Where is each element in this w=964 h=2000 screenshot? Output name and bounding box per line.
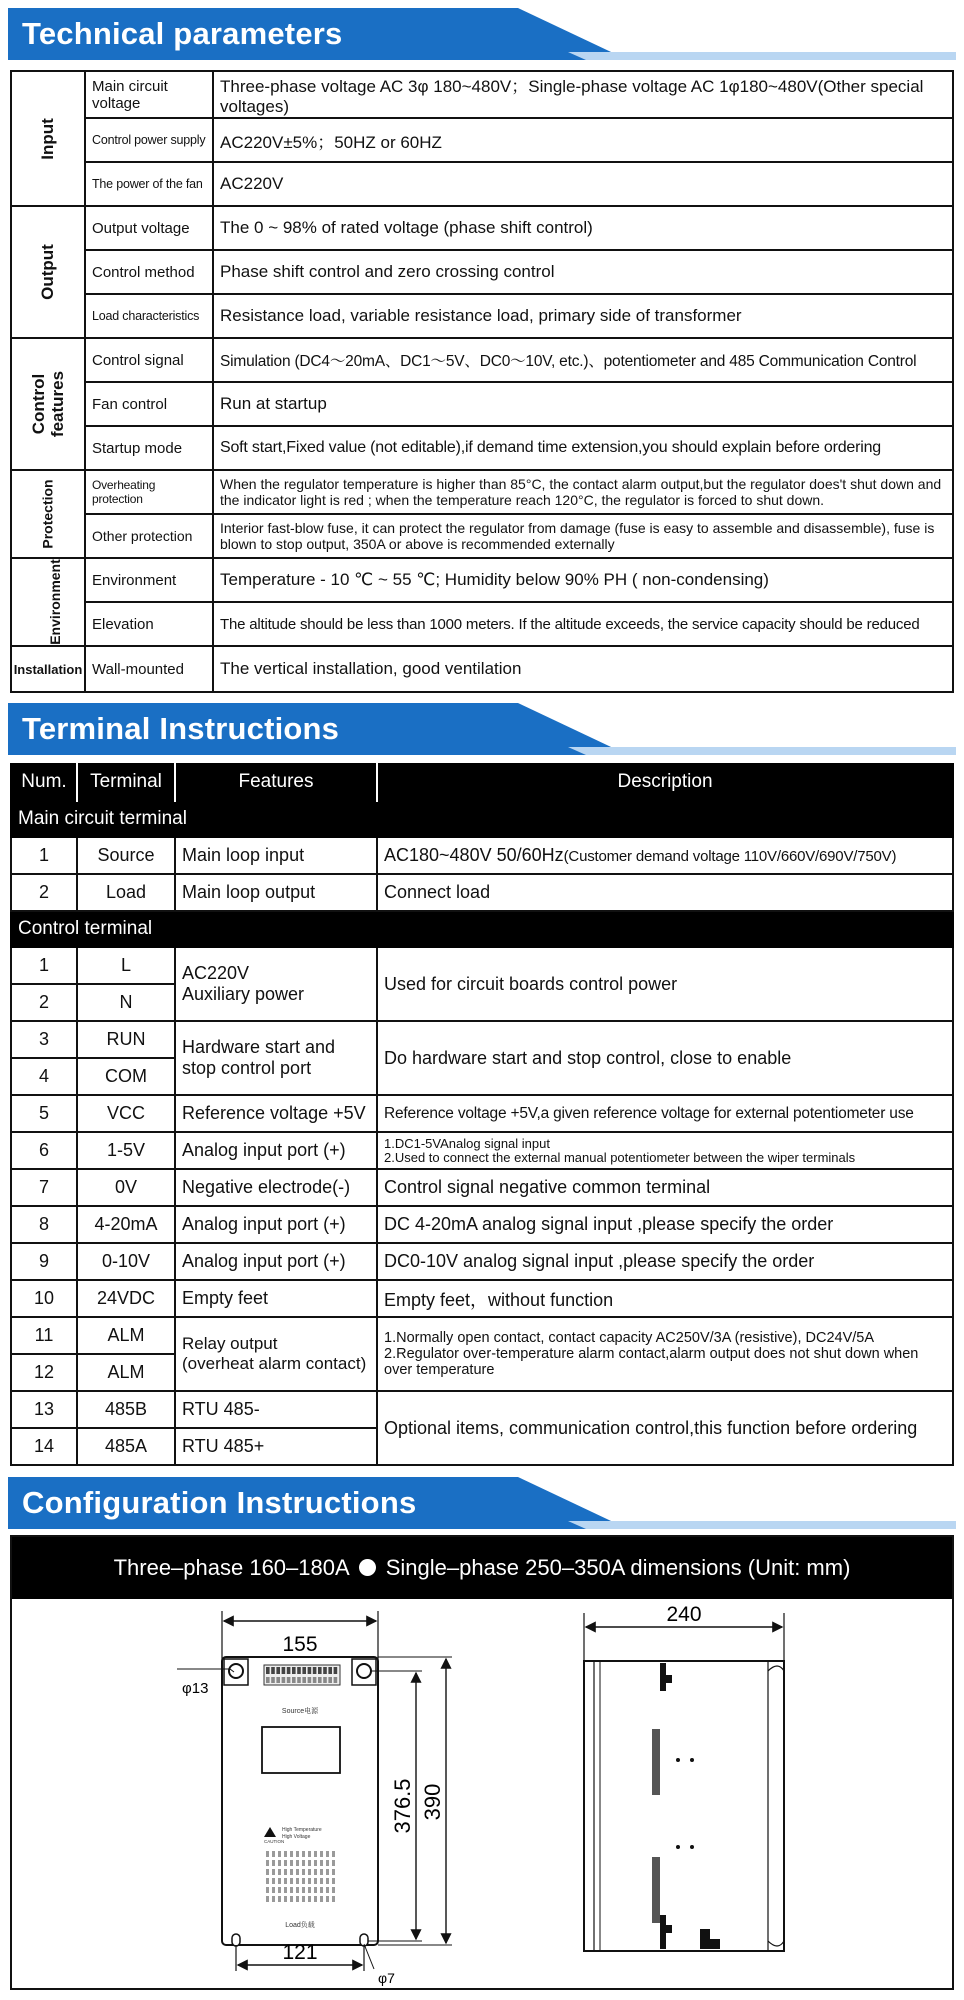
table-row <box>11 1317 953 1354</box>
cell-description: AC180~480V 50/60Hz(Customer demand voltage 110V/660V/690V/750V) <box>377 837 953 874</box>
terminal-screw <box>282 1667 286 1674</box>
cell-terminal: 24VDC <box>77 1280 175 1317</box>
cell-description: 1.DC1-5VAnalog signal input 2.Used to connect the external manual potentiometer between the wiper terminals <box>377 1132 953 1169</box>
vent-slot <box>290 1896 293 1902</box>
terminal-slot <box>282 1677 286 1683</box>
param-name: Elevation <box>85 602 213 646</box>
vent-slot <box>278 1869 281 1875</box>
table-row <box>11 1391 953 1428</box>
terminal-screw <box>266 1667 270 1674</box>
table-header-row <box>11 763 953 801</box>
cell-num: 9 <box>11 1243 77 1280</box>
vent-slot <box>302 1896 305 1902</box>
param-name: Other protection <box>85 514 213 558</box>
group-label-protection: Protection <box>11 470 85 558</box>
bullet-dot-icon <box>359 1559 376 1576</box>
vent-slot <box>296 1869 299 1875</box>
vent-slot <box>272 1887 275 1893</box>
cell-num: 2 <box>11 984 77 1021</box>
vent-slot <box>290 1887 293 1893</box>
vent-slot <box>290 1851 293 1857</box>
vent-slot <box>308 1878 311 1884</box>
cell-num: 2 <box>11 874 77 911</box>
section-title: Terminal Instructions <box>22 711 340 746</box>
vent-slot <box>284 1896 287 1902</box>
terminal-slot <box>266 1677 270 1683</box>
cell-feature: Analog input port (+) <box>175 1243 377 1280</box>
param-name: Output voltage <box>85 206 213 250</box>
section-header-terminal <box>8 703 956 755</box>
param-value: The altitude should be less than 1000 meters. If the altitude exceeds, the service capacity should be reduced <box>213 602 953 646</box>
dimension-height-outer: 390 <box>420 1783 445 1821</box>
caution-label: CAUTION <box>264 1839 285 1844</box>
param-value: The vertical installation, good ventilation <box>213 646 953 692</box>
vent-slot <box>314 1860 317 1866</box>
vent-slot <box>296 1851 299 1857</box>
group-label-output: Output <box>11 206 85 338</box>
cell-feature: RTU 485- <box>175 1391 377 1428</box>
vent-slot <box>302 1878 305 1884</box>
terminal-slot <box>323 1677 327 1683</box>
cell-description: DC 4-20mA analog signal input ,please specify the order <box>377 1206 953 1243</box>
cell-num: 8 <box>11 1206 77 1243</box>
vent-slot <box>296 1878 299 1884</box>
vent-slot <box>266 1887 269 1893</box>
dimension-drawing <box>12 1599 952 1989</box>
cell-feature: Empty feet <box>175 1280 377 1317</box>
terminal-screw <box>308 1667 312 1674</box>
vent-slot <box>332 1896 335 1902</box>
cell-num: 5 <box>11 1095 77 1132</box>
vent-slot <box>266 1860 269 1866</box>
cell-num: 10 <box>11 1280 77 1317</box>
cell-num: 13 <box>11 1391 77 1428</box>
param-value: Simulation (DC4～20mA、DC1～5V、DC0～10V, etc.)、potentiometer and 485 Communication Control <box>213 338 953 382</box>
param-value: Three-phase voltage AC 3φ 180~480V；Single-phase voltage AC 1φ180~480V(Other special voltages) <box>213 71 953 118</box>
vent-slot <box>278 1878 281 1884</box>
cell-num: 3 <box>11 1021 77 1058</box>
dimension-width-top: 155 <box>282 1633 318 1656</box>
table-row <box>11 874 953 911</box>
cell-terminal: COM <box>77 1058 175 1095</box>
cell-terminal: 0V <box>77 1169 175 1206</box>
param-value: Temperature - 10 ℃ ~ 55 ℃; Humidity below 90% PH ( non-condensing) <box>213 558 953 602</box>
cell-terminal: 485A <box>77 1428 175 1465</box>
table-row <box>11 1132 953 1169</box>
vent-slot <box>314 1878 317 1884</box>
param-name: Control power supply <box>85 118 213 162</box>
cell-description: Used for circuit boards control power <box>377 947 953 1021</box>
vent-slot <box>308 1860 311 1866</box>
param-value: The 0 ~ 98% of rated voltage (phase shift control) <box>213 206 953 250</box>
table-row <box>11 947 953 984</box>
terminal-slot <box>297 1677 301 1683</box>
vent-slot <box>308 1887 311 1893</box>
vent-slot <box>326 1860 329 1866</box>
group-label-environment: Environment <box>11 558 85 646</box>
vent-slot <box>290 1860 293 1866</box>
param-name: Control signal <box>85 338 213 382</box>
vent-slot <box>296 1887 299 1893</box>
table-row <box>11 558 953 602</box>
hazard-label-2: High Voltage <box>282 1834 311 1840</box>
terminal-screw <box>302 1667 306 1674</box>
vent-slot <box>302 1869 305 1875</box>
terminal-screw <box>313 1667 317 1674</box>
table-row <box>11 1206 953 1243</box>
cell-num: 4 <box>11 1058 77 1095</box>
terminal-slot <box>302 1677 306 1683</box>
vent-slot <box>314 1896 317 1902</box>
cell-description: Optional items, communication control,this function before ordering <box>377 1391 953 1465</box>
terminal-screw <box>323 1667 327 1674</box>
vent-slot <box>296 1896 299 1902</box>
vent-slot <box>272 1869 275 1875</box>
cell-description: 1.Normally open contact, contact capacity AC250V/3A (resistive), DC24V/5A 2.Regulator over-temperature alarm contact,alarm output does not shut down when over temperature <box>377 1317 953 1391</box>
vent-slot <box>326 1851 329 1857</box>
vent-slot <box>290 1869 293 1875</box>
param-name: The power of the fan <box>85 162 213 206</box>
cell-feature: Hardware start and stop control port <box>175 1021 377 1095</box>
table-row <box>11 1021 953 1058</box>
terminal-slot <box>313 1677 317 1683</box>
terminal-screw <box>297 1667 301 1674</box>
technical-parameters-table <box>10 70 954 693</box>
terminal-slot <box>276 1677 280 1683</box>
cell-feature: AC220V Auxiliary power <box>175 947 377 1021</box>
vent-slot <box>302 1851 305 1857</box>
dimension-hole-bottom: φ7 <box>378 1970 395 1986</box>
cell-num: 11 <box>11 1317 77 1354</box>
param-value: Run at startup <box>213 382 953 426</box>
band-control: Control terminal <box>11 911 953 947</box>
param-name: Wall-mounted <box>85 646 213 692</box>
cell-description: Reference voltage +5V,a given reference voltage for external potentiometer use <box>377 1095 953 1132</box>
terminal-screw <box>276 1667 280 1674</box>
dimension-depth: 240 <box>666 1603 702 1626</box>
source-label: Source电源 <box>281 1708 319 1715</box>
load-label: Load负载 <box>285 1922 315 1929</box>
cell-terminal: L <box>77 947 175 984</box>
vent-slot <box>314 1851 317 1857</box>
cell-feature: Main loop input <box>175 837 377 874</box>
vent-slot <box>320 1878 323 1884</box>
vent-slot <box>302 1887 305 1893</box>
section-header-configuration <box>8 1477 956 1529</box>
cell-terminal: 4-20mA <box>77 1206 175 1243</box>
vent-slot <box>314 1869 317 1875</box>
vent-slot <box>326 1896 329 1902</box>
cell-description: Do hardware start and stop control, close to enable <box>377 1021 953 1095</box>
terminal-instructions-table <box>10 763 954 1466</box>
vent-slot <box>290 1878 293 1884</box>
vent-slot <box>308 1896 311 1902</box>
terminal-slot <box>328 1677 332 1683</box>
configuration-box <box>10 1535 954 1990</box>
vent-slot <box>326 1869 329 1875</box>
terminal-slot <box>287 1677 291 1683</box>
vent-slot <box>272 1860 275 1866</box>
cell-description: Empty feet，without function <box>377 1280 953 1317</box>
cell-terminal: Source <box>77 837 175 874</box>
terminal-slot <box>271 1677 275 1683</box>
param-value: When the regulator temperature is higher than 85°C, the contact alarm output,but the regulator does't shut down and the indicator light is red ; when the temperature reach 120°C, the regulator is forced to shut down. <box>213 470 953 514</box>
hazard-label-1: High Temperature <box>282 1827 322 1833</box>
column-header: Features <box>175 763 377 801</box>
table-row <box>11 1169 953 1206</box>
table-row <box>11 294 953 338</box>
vent-slot <box>266 1851 269 1857</box>
vent-slot <box>308 1851 311 1857</box>
vent-slot <box>320 1869 323 1875</box>
cell-feature: Analog input port (+) <box>175 1206 377 1243</box>
terminal-slot <box>334 1677 338 1683</box>
param-name: Control method <box>85 250 213 294</box>
vent-slot <box>320 1887 323 1893</box>
vent-slot <box>266 1878 269 1884</box>
cell-num: 1 <box>11 837 77 874</box>
cell-feature: Reference voltage +5V <box>175 1095 377 1132</box>
vent-slot <box>320 1896 323 1902</box>
vent-slot <box>326 1887 329 1893</box>
vent-slot <box>332 1887 335 1893</box>
front-view <box>177 1611 452 1986</box>
column-header: Terminal <box>77 763 175 801</box>
table-row <box>11 426 953 470</box>
group-label-input: Input <box>11 71 85 206</box>
dimension-width-bottom: 121 <box>282 1941 318 1964</box>
terminal-screw <box>287 1667 291 1674</box>
vent-slot <box>284 1887 287 1893</box>
param-value: AC220V <box>213 162 953 206</box>
vent-slot <box>278 1887 281 1893</box>
table-row <box>11 646 953 692</box>
column-header: Description <box>377 763 953 801</box>
terminal-screw <box>318 1667 322 1674</box>
cell-terminal: VCC <box>77 1095 175 1132</box>
cell-terminal: 0-10V <box>77 1243 175 1280</box>
param-value: AC220V±5%；50HZ or 60HZ <box>213 118 953 162</box>
param-name: Environment <box>85 558 213 602</box>
group-label-installation: Installation <box>11 646 85 692</box>
dimension-height-inner: 376.5 <box>390 1778 415 1834</box>
cell-feature: Analog input port (+) <box>175 1132 377 1169</box>
cell-feature: Relay output (overheat alarm contact) <box>175 1317 377 1391</box>
table-row <box>11 1243 953 1280</box>
table-row <box>11 71 953 118</box>
terminal-slot <box>308 1677 312 1683</box>
column-header: Num. <box>11 763 77 801</box>
vent-slot <box>266 1896 269 1902</box>
param-value: Phase shift control and zero crossing control <box>213 250 953 294</box>
cell-num: 7 <box>11 1169 77 1206</box>
param-value: Soft start,Fixed value (not editable),if demand time extension,you should explain before ordering <box>213 426 953 470</box>
vent-slot <box>314 1887 317 1893</box>
cell-num: 6 <box>11 1132 77 1169</box>
table-row <box>11 162 953 206</box>
vent-slot <box>332 1869 335 1875</box>
vent-slot <box>326 1878 329 1884</box>
group-label-control-features: Control features <box>11 338 85 470</box>
cell-description: Connect load <box>377 874 953 911</box>
vent-slot <box>278 1851 281 1857</box>
table-row <box>11 382 953 426</box>
vent-slot <box>320 1860 323 1866</box>
side-view <box>584 1603 784 1951</box>
table-row <box>11 470 953 514</box>
table-row <box>11 118 953 162</box>
cell-description: Control signal negative common terminal <box>377 1169 953 1206</box>
vent-slot <box>284 1869 287 1875</box>
cell-terminal: RUN <box>77 1021 175 1058</box>
vent-slot <box>266 1869 269 1875</box>
param-name: Fan control <box>85 382 213 426</box>
cell-num: 1 <box>11 947 77 984</box>
vent-slot <box>332 1851 335 1857</box>
vent-slot <box>278 1896 281 1902</box>
vent-slot <box>332 1878 335 1884</box>
table-row <box>11 1280 953 1317</box>
param-name: Overheating protection <box>85 470 213 514</box>
param-name: Load characteristics <box>85 294 213 338</box>
vent-slot <box>302 1860 305 1866</box>
cell-terminal: ALM <box>77 1317 175 1354</box>
vent-slot <box>278 1860 281 1866</box>
vent-slot <box>284 1878 287 1884</box>
cell-feature: Negative electrode(-) <box>175 1169 377 1206</box>
param-value: Interior fast-blow fuse, it can protect the regulator from damage (fuse is easy to assemble and disassemble), fuse is blown to stop output, 350A or above is recommended externally <box>213 514 953 558</box>
cell-terminal: 1-5V <box>77 1132 175 1169</box>
cell-terminal: Load <box>77 874 175 911</box>
table-row <box>11 338 953 382</box>
terminal-screw <box>292 1667 296 1674</box>
terminal-slot <box>318 1677 322 1683</box>
dimensions-title-bar: Three–phase 160–180A Single–phase 250–350A dimensions (Unit: mm) <box>12 1537 952 1599</box>
param-value: Resistance load, variable resistance load, primary side of transformer <box>213 294 953 338</box>
terminal-screw <box>271 1667 275 1674</box>
cell-num: 12 <box>11 1354 77 1391</box>
table-row <box>11 837 953 874</box>
cell-description: DC0-10V analog signal input ,please specify the order <box>377 1243 953 1280</box>
section-header-technical <box>8 8 956 60</box>
param-name: Startup mode <box>85 426 213 470</box>
cell-terminal: ALM <box>77 1354 175 1391</box>
band-main-circuit: Main circuit terminal <box>11 801 953 837</box>
vent-slot <box>272 1878 275 1884</box>
section-title: Configuration Instructions <box>22 1485 417 1520</box>
terminal-screw <box>328 1667 332 1674</box>
vent-slot <box>332 1860 335 1866</box>
cell-num: 14 <box>11 1428 77 1465</box>
table-row <box>11 206 953 250</box>
cell-terminal: 485B <box>77 1391 175 1428</box>
cell-feature: Main loop output <box>175 874 377 911</box>
vent-slot <box>296 1860 299 1866</box>
vent-slot <box>284 1851 287 1857</box>
vent-slot <box>272 1851 275 1857</box>
vent-slot <box>320 1851 323 1857</box>
vent-slot <box>284 1860 287 1866</box>
param-name: Main circuit voltage <box>85 71 213 118</box>
terminal-slot <box>292 1677 296 1683</box>
terminal-screw <box>334 1667 338 1674</box>
cell-terminal: N <box>77 984 175 1021</box>
table-row <box>11 514 953 558</box>
vent-slot <box>272 1896 275 1902</box>
vent-slot <box>308 1869 311 1875</box>
dimension-hole-top: φ13 <box>182 1680 209 1697</box>
table-row <box>11 602 953 646</box>
cell-feature: RTU 485+ <box>175 1428 377 1465</box>
table-row <box>11 250 953 294</box>
section-title: Technical parameters <box>22 16 343 51</box>
table-row <box>11 1095 953 1132</box>
